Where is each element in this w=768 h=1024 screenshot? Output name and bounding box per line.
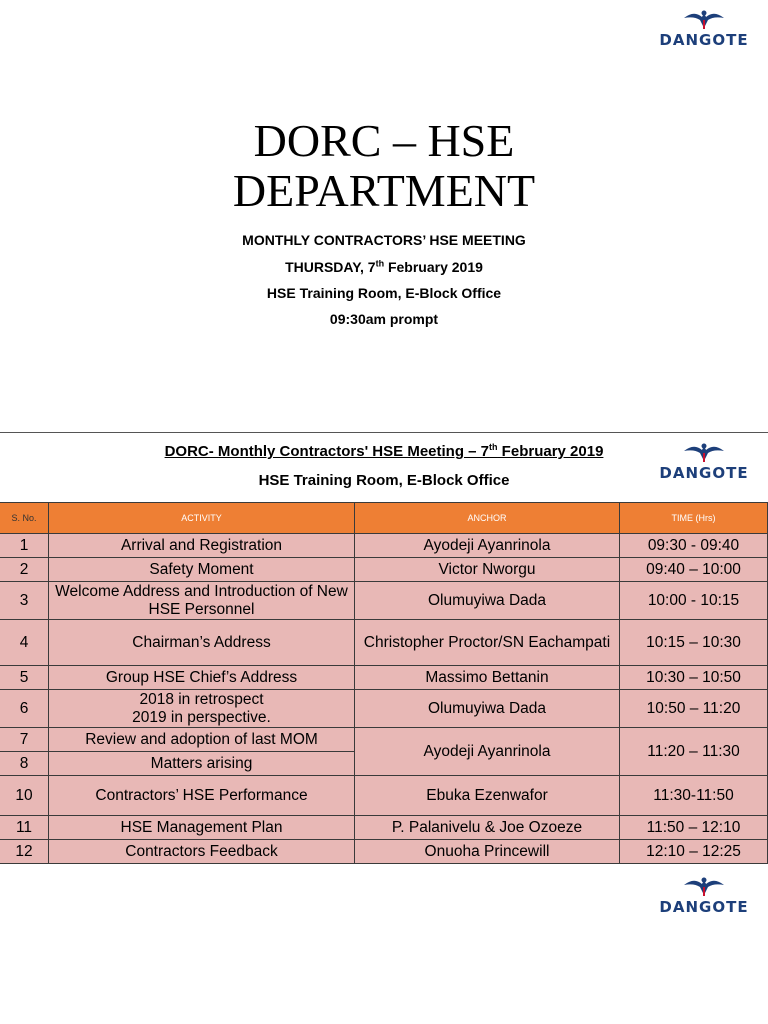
row-sno: 4 xyxy=(0,619,49,666)
dangote-logo xyxy=(644,8,764,56)
row-time-merged: 11:20 – 11:30 xyxy=(619,727,768,776)
row-anchor: Olumuyiwa Dada xyxy=(354,689,620,728)
row-activity: Review and adoption of last MOM xyxy=(48,727,355,752)
row-time: 11:50 – 12:10 xyxy=(619,815,768,840)
row-time: 11:30-11:50 xyxy=(619,775,768,816)
row-sno: 5 xyxy=(0,665,49,690)
row-sno: 2 xyxy=(0,557,49,582)
activity-line-1: 2018 in retrospect xyxy=(139,690,264,708)
row-sno: 11 xyxy=(0,815,49,840)
row-anchor: Ebuka Ezenwafor xyxy=(354,775,620,816)
row-activity: Welcome Address and Introduction of New HSE Personnel xyxy=(48,581,355,620)
row-anchor: Ayodeji Ayanrinola xyxy=(354,533,620,558)
row-sno: 7 xyxy=(0,727,49,752)
row-activity: Chairman’s Address xyxy=(48,619,355,666)
row-activity xyxy=(48,689,355,728)
row-time: 09:40 – 10:00 xyxy=(619,557,768,582)
row-sno: 3 xyxy=(0,581,49,620)
row-anchor: Victor Nworgu xyxy=(354,557,620,582)
row-activity: Arrival and Registration xyxy=(48,533,355,558)
agenda-venue: HSE Training Room, E-Block Office xyxy=(258,472,510,489)
agenda-table xyxy=(0,503,768,866)
meeting-name: MONTHLY CONTRACTORS’ HSE MEETING xyxy=(242,232,526,248)
row-sno: 1 xyxy=(0,533,49,558)
col-header-anchor: ANCHOR xyxy=(354,502,620,534)
col-header-sno: S. No. xyxy=(0,502,49,534)
row-anchor: Christopher Proctor/SN Eachampati xyxy=(354,619,620,666)
col-header-activity: ACTIVITY xyxy=(48,502,355,534)
meeting-time: 09:30am prompt xyxy=(329,311,439,327)
row-time: 12:10 – 12:25 xyxy=(619,839,768,864)
logo-wordmark: DANGOTE xyxy=(659,31,749,49)
dangote-logo xyxy=(644,875,764,923)
row-time: 10:50 – 11:20 xyxy=(619,689,768,728)
title-line-2: DEPARTMENT xyxy=(232,165,536,216)
row-sno: 12 xyxy=(0,839,49,864)
logo-wordmark: DANGOTE xyxy=(659,898,749,916)
row-anchor: Massimo Bettanin xyxy=(354,665,620,690)
row-time: 10:30 – 10:50 xyxy=(619,665,768,690)
row-time: 09:30 - 09:40 xyxy=(619,533,768,558)
row-anchor: Onuoha Princewill xyxy=(354,839,620,864)
row-sno: 8 xyxy=(0,751,49,776)
meeting-venue: HSE Training Room, E-Block Office xyxy=(266,285,502,301)
row-activity: Group HSE Chief’s Address xyxy=(48,665,355,690)
row-time: 10:15 – 10:30 xyxy=(619,619,768,666)
logo-wordmark: DANGOTE xyxy=(659,464,749,482)
row-anchor: Olumuyiwa Dada xyxy=(354,581,620,620)
row-activity: Contractors’ HSE Performance xyxy=(48,775,355,816)
title-line-1: DORC – HSE xyxy=(253,115,515,166)
col-header-time: TIME (Hrs) xyxy=(619,502,768,534)
agenda-heading: DORC- Monthly Contractors' HSE Meeting – 7th February 2019 xyxy=(164,442,604,460)
bird-emblem-icon xyxy=(682,8,726,30)
dangote-logo xyxy=(644,441,764,489)
row-activity: Matters arising xyxy=(48,751,355,776)
row-anchor: P. Palanivelu & Joe Ozoeze xyxy=(354,815,620,840)
row-activity: HSE Management Plan xyxy=(48,815,355,840)
row-time: 10:00 - 10:15 xyxy=(619,581,768,620)
row-anchor-merged: Ayodeji Ayanrinola xyxy=(354,727,620,776)
row-activity: Safety Moment xyxy=(48,557,355,582)
activity-line-2: 2019 in perspective. xyxy=(132,708,271,726)
row-sno: 10 xyxy=(0,775,49,816)
row-activity: Contractors Feedback xyxy=(48,839,355,864)
meeting-date: THURSDAY, 7th February 2019 xyxy=(285,258,483,275)
row-sno: 6 xyxy=(0,689,49,728)
bird-emblem-icon xyxy=(682,441,726,463)
bird-emblem-icon xyxy=(682,875,726,897)
